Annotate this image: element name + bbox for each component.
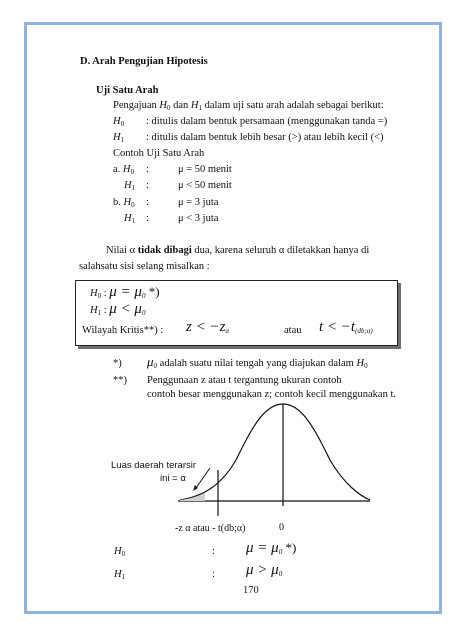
critical-region-or: atau bbox=[284, 325, 302, 336]
shaded-area-annotation-1: Luas daerah terarsir bbox=[111, 460, 197, 471]
example-a-h0-colon: : bbox=[146, 164, 149, 175]
definition-h0-text: : ditulis dalam bentuk persamaan (menggunakan tanda =) bbox=[146, 116, 388, 127]
note-3-text: contoh besar menggunakan z; contoh kecil menggunakan t. bbox=[147, 389, 397, 400]
bottom-h1-formula: $\mu > \mu_0$ bbox=[246, 562, 283, 578]
example-a-h0-value: μ = 50 menit bbox=[178, 164, 232, 175]
note-2-text: Penggunaan z atau t tergantung ukuran contoh bbox=[147, 375, 342, 386]
example-b-h0: b. $H_0$ bbox=[113, 197, 135, 209]
example-b-h1: $H_1$ bbox=[124, 213, 136, 225]
paragraph-line-2: salahsatu sisi selang misalkan : bbox=[79, 261, 210, 272]
example-a-h0: a. $H_0$ bbox=[113, 164, 135, 176]
example-b-h1-colon: : bbox=[146, 213, 149, 224]
definition-h1: $H_1$ bbox=[113, 132, 125, 144]
critical-value-label: -z α atau - t(db;α) bbox=[175, 523, 246, 534]
bottom-h1-colon: : bbox=[212, 569, 215, 580]
box-h1-line: $H_1$ : $\mu < \mu_0$ bbox=[90, 301, 146, 317]
definition-h0: $H_0$ bbox=[113, 116, 125, 128]
subsection-title: Uji Satu Arah bbox=[96, 85, 159, 96]
example-a-h1-value: μ < 50 menit bbox=[178, 180, 232, 191]
critical-region-z: $z < -z_\alpha$ bbox=[186, 319, 230, 335]
example-b-h1-value: μ < 3 juta bbox=[178, 213, 219, 224]
bottom-h0: $H_0$ bbox=[114, 546, 126, 558]
paragraph-line-1: Nilai α tidak dibagi dua, karena seluruh α diletakkan hanya di bbox=[106, 245, 370, 256]
example-a-h1-colon: : bbox=[146, 180, 149, 191]
note-1-text: $\mu_0$ adalah suatu nilai tengah yang diajukan dalam $H_0$ bbox=[147, 354, 368, 370]
note-1-mark: *) bbox=[113, 358, 122, 369]
box-h0-line: $H_0$ : $\mu = \mu_0$ *) bbox=[90, 284, 160, 300]
definition-h1-text: : ditulis dalam bentuk lebih besar (>) atau lebih kecil (<) bbox=[146, 132, 384, 143]
example-title: Contoh Uji Satu Arah bbox=[113, 148, 205, 159]
intro-line: Pengajuan $H_0$ dan $H_1$ dalam uji satu arah adalah sebagai berikut: bbox=[113, 100, 384, 112]
example-a-h1: $H_1$ bbox=[124, 180, 136, 192]
zero-label: 0 bbox=[279, 522, 284, 533]
critical-region-t: $t < -t_{(db;\alpha)}$ bbox=[319, 319, 373, 335]
critical-region-label: Wilayah Kritis**) : bbox=[82, 325, 164, 336]
section-title: D. Arah Pengujian Hipotesis bbox=[80, 56, 208, 67]
page-number: 170 bbox=[243, 585, 259, 596]
bottom-h0-colon: : bbox=[212, 546, 215, 557]
example-b-h0-colon: : bbox=[146, 197, 149, 208]
bottom-h1: $H_1$ bbox=[114, 569, 126, 581]
bottom-h0-formula: $\mu = \mu_0$ *) bbox=[246, 540, 297, 556]
note-2-mark: **) bbox=[113, 375, 127, 386]
shaded-area-annotation-2: ini = α bbox=[160, 473, 186, 484]
annotation-pointer bbox=[196, 468, 210, 488]
normal-curve bbox=[180, 404, 370, 500]
example-b-h0-value: μ = 3 juta bbox=[178, 197, 219, 208]
